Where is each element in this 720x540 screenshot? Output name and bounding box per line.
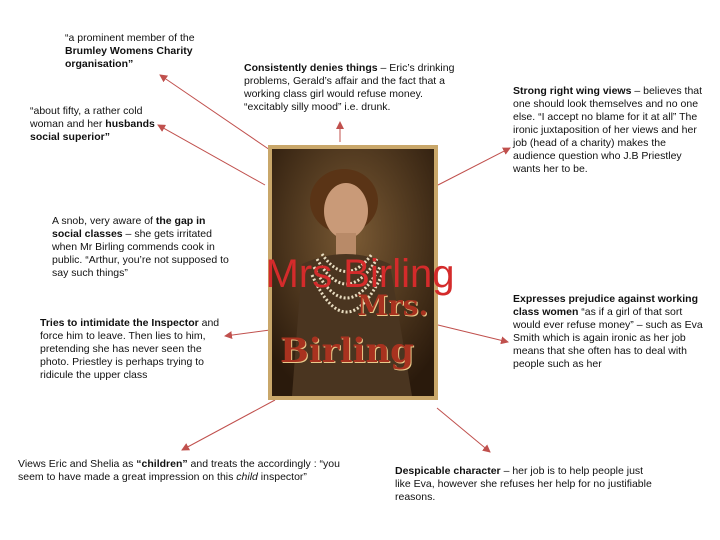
arrow-prejudice: [438, 325, 508, 342]
poster-title-birling: Birling: [280, 331, 414, 371]
note-denies: Consistently denies things – Eric’s drinking problems, Gerald’s affair and the fact that a working class girl would refuse money. “excitably silly mood” i.e. drunk.: [244, 62, 455, 113]
note-despicable: Despicable character – her job is to help people just like Eva, however she refuses her help for no justifiable reasons.: [395, 465, 652, 503]
note-intimidate: Tries to intimidate the Inspector and force him to leave. Then lies to him, pretending she has never seen the photo. Priestley is perhaps trying to ridicule the upper class: [40, 317, 220, 381]
note-fifty: “about fifty, a rather cold woman and her husbands social superior”: [30, 105, 155, 143]
arrow-intimidate: [225, 330, 270, 336]
note-prejudice: Expresses prejudice against working class women “as if a girl of that sort would ever refuse money” – such as Eva Smith which is again ironic as her job means that she often has to deal with people such as her: [513, 293, 703, 370]
note-children: Views Eric and Shelia as “children” and treats the accordingly : “you seem to have made a great impression on this child inspector”: [18, 458, 340, 483]
note-rightwing: Strong right wing views – believes that one should look themselves and no one else. “I accept no blame for it at all” The ironic juxtaposition of her views and her job (head of a charity) makes the audience question who J.B Priestley wants her to be.: [513, 85, 703, 175]
note-snob: A snob, very aware of the gap in social classes – she gets irritated when Mr Birling commends cook in public. “Arthur, you’re not supposed to say such things”: [52, 215, 229, 279]
diagram-title: Mrs Birling: [265, 252, 455, 296]
arrow-despicable: [437, 408, 490, 452]
note-charity: “a prominent member of the Brumley Womens Charity organisation”: [65, 32, 195, 70]
poster-title-mrs: Mrs.: [357, 289, 429, 322]
arrow-children: [182, 400, 275, 450]
arrow-rightwing: [438, 148, 510, 185]
